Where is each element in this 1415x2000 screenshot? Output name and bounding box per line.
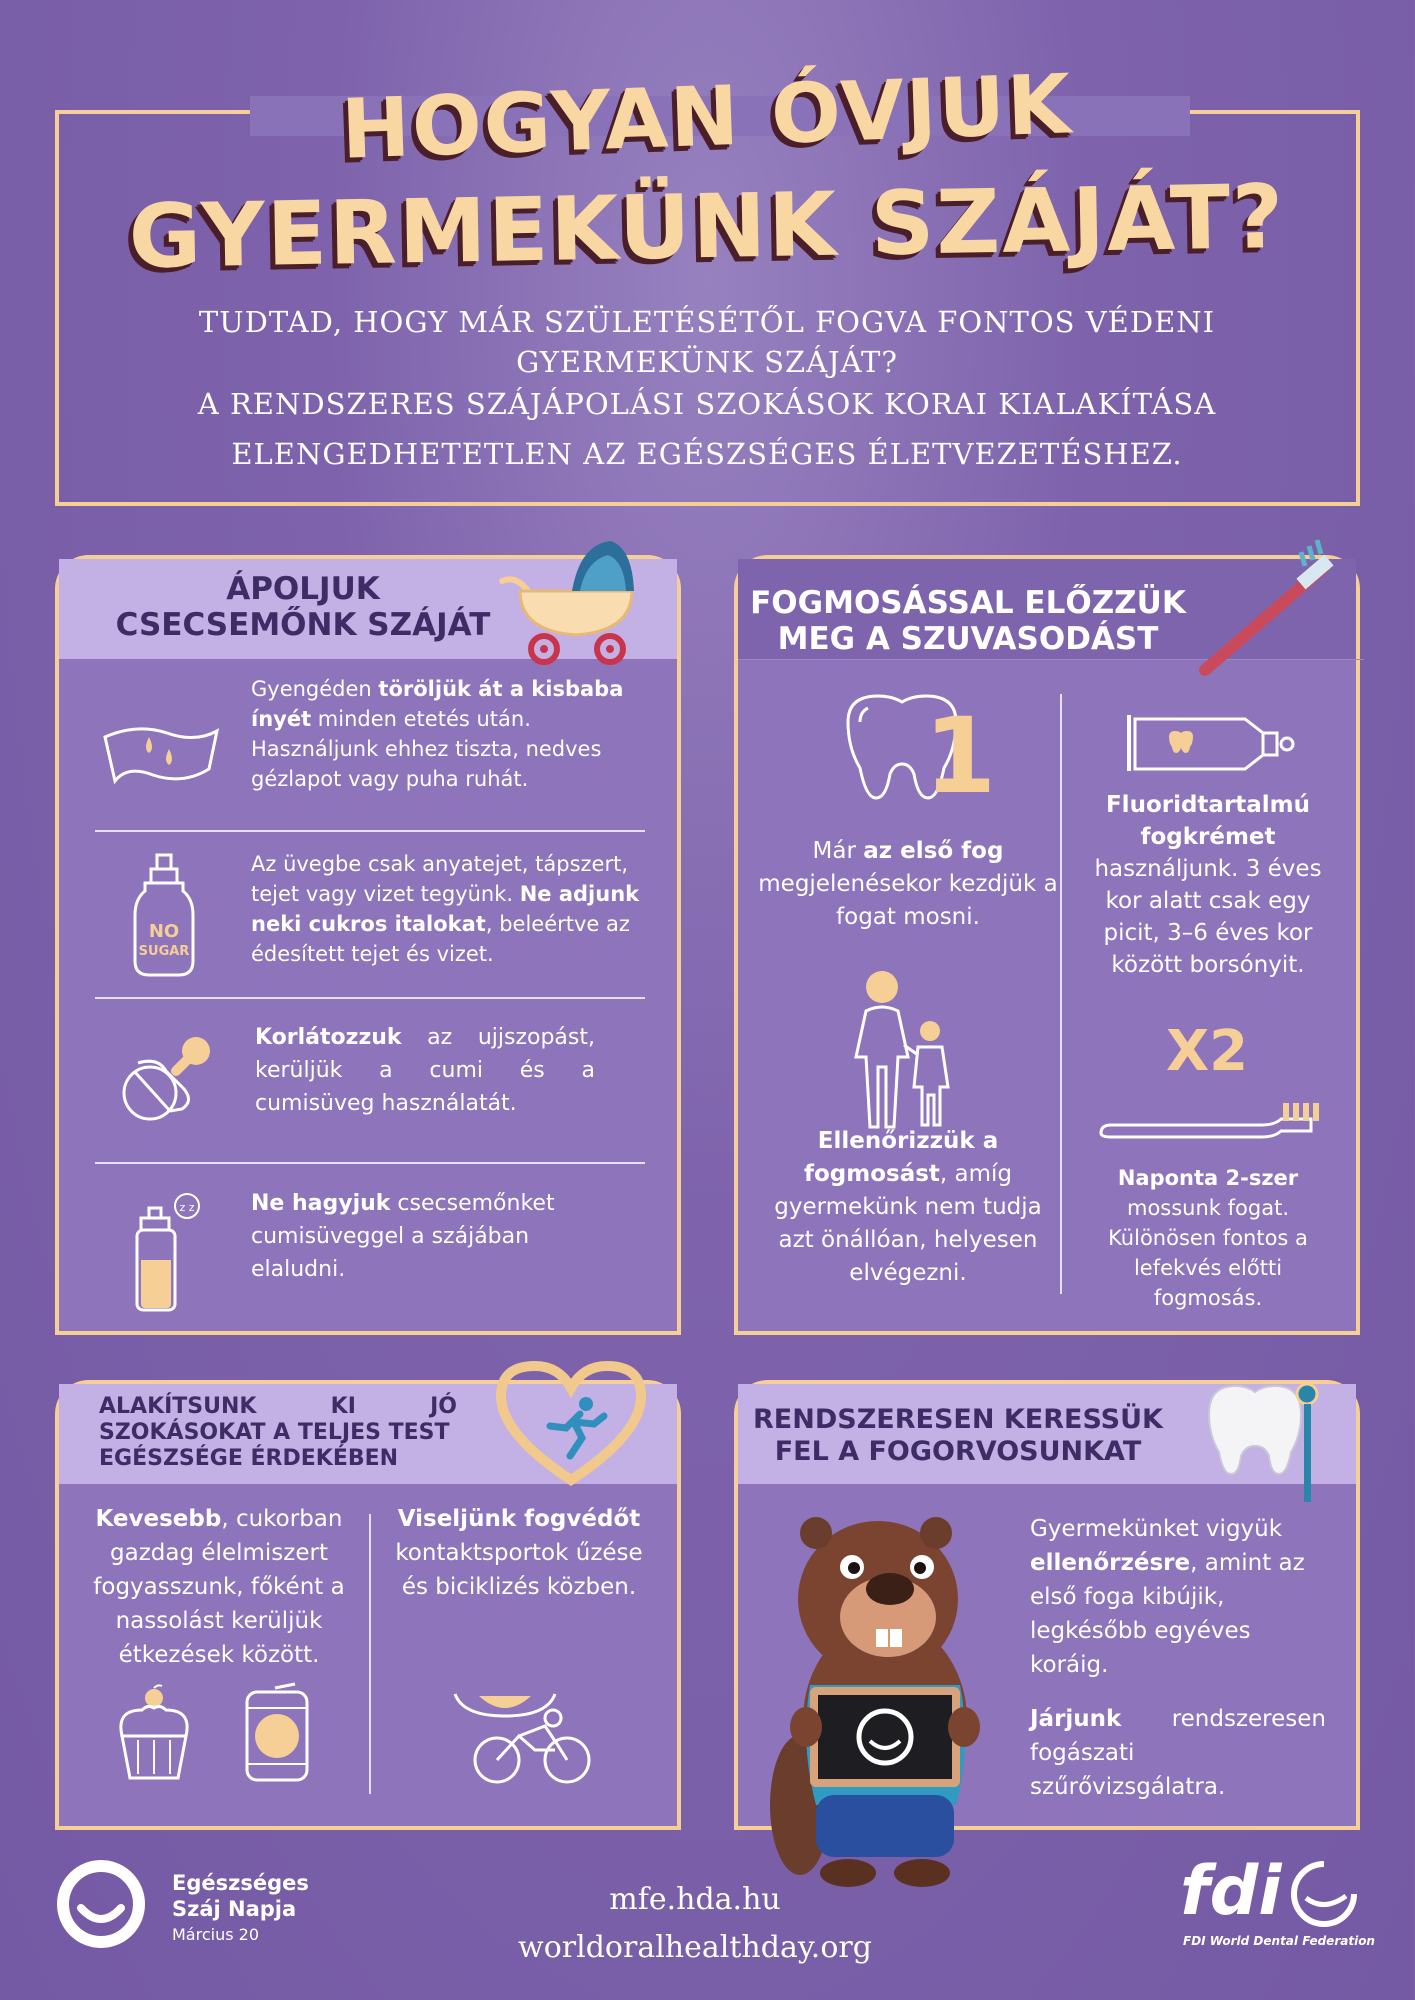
column-divider <box>369 1514 371 1794</box>
page-title-line2: GYERMEKÜNK SZÁJÁT? <box>127 164 1287 289</box>
gauze-wipe-icon <box>97 709 227 799</box>
url-mfe[interactable]: mfe.hda.hu <box>609 1882 781 1917</box>
no-sugar-text-2: SUGAR <box>138 944 190 959</box>
sleeping-bottle-icon <box>129 1196 209 1316</box>
page-title-line1: HOGYAN ÓVJUK <box>339 57 1075 178</box>
red-toothbrush-icon <box>1195 540 1345 680</box>
number-one: 1 <box>923 695 997 817</box>
dentist-item-1-pre: Gyermekünket vigyük <box>1030 1516 1283 1542</box>
baby-item-2-bold: Ne adjunk neki cukros italokat <box>251 882 640 936</box>
baby-item-2-post: , beleértve az édesített tejet és vizet. <box>251 912 630 966</box>
brushing-item-2 <box>1078 789 1338 981</box>
toothpaste-icon <box>1123 709 1303 779</box>
brand-date: Március 20 <box>172 1925 259 1944</box>
brushing-item-2-post: használjunk. 3 éves kor alatt csak egy picit, 3–6 éves kor között borsónyit. <box>1094 856 1322 978</box>
baby-care-card <box>55 555 681 1335</box>
baby-item-1 <box>251 674 651 794</box>
intro-line2: GYERMEKÜNK SZÁJÁT? <box>516 345 898 379</box>
brand-line2: Száj Napja <box>172 1897 297 1921</box>
dentist-item-1-post: , amint az első foga kibújik, legkésőbb egyéves koráig. <box>1030 1550 1305 1678</box>
dentist-item-2-bold: Járjunk <box>1030 1706 1122 1732</box>
baby-item-4 <box>251 1187 611 1286</box>
brushing-item-1-bold: az első fog <box>863 838 1004 864</box>
baby-card-title-1: ÁPOLJUK <box>226 571 380 607</box>
baby-card-title-2: CSECSEMŐNK SZÁJÁT <box>115 607 491 643</box>
baby-item-1-post: minden etetés után. Használjunk ehhez tiszta, nedves gézlapot vagy puha ruhát. <box>251 707 602 791</box>
habits-item-1 <box>79 1502 359 1672</box>
brushing-item-3-bold: Ellenőrizzük a fogmosást <box>803 1128 999 1187</box>
cupcake-icon <box>114 1684 194 1784</box>
fdi-name: FDI World Dental Federation <box>1183 1934 1375 1948</box>
beaver-mascot-image <box>760 1505 1005 1895</box>
parent-child-icon <box>846 969 956 1129</box>
dentist-item-1-bold: ellenőrzésre <box>1030 1550 1191 1576</box>
brushing-item-4 <box>1078 1163 1338 1313</box>
intro-line4: ELENGEDHETETLEN AZ EGÉSZSÉGES ÉLETVEZETÉSHEZ. <box>231 437 1183 471</box>
column-divider <box>1060 694 1062 1294</box>
baby-item-2-pre: Az üvegbe csak anyatejet, tápszert, tejet vagy vizet tegyünk. <box>251 852 628 906</box>
brushing-item-1-post: megjelenésekor kezdjük a fogat mosni. <box>758 871 1058 930</box>
baby-item-4-bold: Ne hagyjuk <box>251 1191 391 1216</box>
tooth-mirror-icon <box>1205 1380 1335 1505</box>
baby-item-2 <box>251 849 651 969</box>
habits-item-2 <box>379 1502 659 1604</box>
dentist-item-2-post: rendszeresen fogászati szűrővizsgálatra. <box>1030 1706 1326 1800</box>
brushing-card-title-2: MEG A SZUVASODÁST <box>777 621 1159 657</box>
heart-runner-icon <box>494 1360 649 1490</box>
first-tooth-icon <box>838 692 997 817</box>
brushing-item-3-post: , amíg gyermekünk nem tudja azt önállóan, helyesen elvégezni. <box>774 1161 1042 1286</box>
habits-card-title-2: SZOKÁSOKAT A TELJES TEST <box>99 1420 450 1445</box>
baby-item-1-pre: Gyengéden <box>251 677 379 701</box>
zzz-text: z z <box>179 1201 195 1214</box>
habits-item-1-post: , cukorban gazdag élelmiszert fogyasszunk, főként a nassolást kerüljük étkezések között. <box>93 1506 345 1668</box>
brand-block <box>172 1870 309 1948</box>
baby-item-3-post: az ujjszopást, kerüljük a cumi és a cumisüveg használatát. <box>255 1025 595 1116</box>
dentist-card-title-2: FEL A FOGORVOSUNKAT <box>774 1436 1142 1467</box>
brushing-item-1-pre: Már <box>812 838 864 864</box>
brushing-item-3 <box>758 1125 1058 1290</box>
dentist-item-2 <box>1030 1702 1326 1804</box>
brushing-item-1 <box>758 835 1058 934</box>
brushing-item-4-bold: Naponta 2-szer <box>1117 1166 1299 1190</box>
url-worldoralhealthday[interactable]: worldoralhealthday.org <box>518 1930 872 1965</box>
baby-stroller-icon <box>492 525 652 670</box>
no-sugar-text-1: NO <box>148 921 180 942</box>
toothbrush-icon <box>1093 1099 1323 1149</box>
brushing-card-title-1: FOGMOSÁSSAL ELŐZZÜK <box>750 585 1186 621</box>
world-oral-health-day-logo <box>55 1858 147 1950</box>
brushing-item-4-post: mossunk fogat. Különösen fontos a lefekvés előtti fogmosás. <box>1108 1196 1308 1310</box>
baby-item-4-post: csecsemőnket cumisüveggel a szájában elaludni. <box>251 1191 555 1282</box>
divider <box>95 997 645 999</box>
no-sugar-bottle-icon <box>129 851 199 981</box>
baby-item-1-bold: töröljük át a kisbaba ínyét <box>251 677 624 731</box>
brushing-item-2-bold: Fluoridtartalmú fogkrémet <box>1105 792 1311 850</box>
baby-item-3-bold: Korlátozzuk <box>255 1025 402 1050</box>
intro-line1: TUDTAD, HOGY MÁR SZÜLETÉSÉTŐL FOGVA FONTOS VÉDENI <box>198 305 1216 339</box>
habits-item-2-post: kontaktsportok űzése és biciklizés közben. <box>395 1540 643 1600</box>
intro-line3: A RENDSZERES SZÁJÁPOLÁSI SZOKÁSOK KORAI KIALAKÍTÁSA <box>197 387 1217 421</box>
habits-item-2-bold: Viseljünk fogvédőt <box>397 1506 641 1532</box>
baby-item-3 <box>255 1021 595 1120</box>
habits-item-1-bold: Kevesebb <box>95 1506 222 1532</box>
pacifier-icon <box>114 1027 224 1137</box>
brand-line1: Egészséges <box>172 1871 309 1895</box>
soda-can-icon <box>239 1682 319 1786</box>
dentist-item-1 <box>1030 1512 1330 1682</box>
habits-card-title-3: EGÉSZSÉGE ÉRDEKÉBEN <box>99 1446 399 1471</box>
mouthguard-cyclist-icon <box>449 1688 609 1788</box>
divider <box>95 1162 645 1164</box>
dentist-card-title-1: RENDSZERESEN KERESSÜK <box>753 1404 1163 1435</box>
habits-card-title-1: ALAKÍTSUNK KI JÓ <box>99 1394 457 1419</box>
fdi-swoosh-icon <box>1288 1858 1360 1928</box>
divider <box>95 830 645 832</box>
fdi-logo: fdi <box>1180 1852 1282 1931</box>
twice-daily-label: X2 <box>1166 1019 1249 1084</box>
